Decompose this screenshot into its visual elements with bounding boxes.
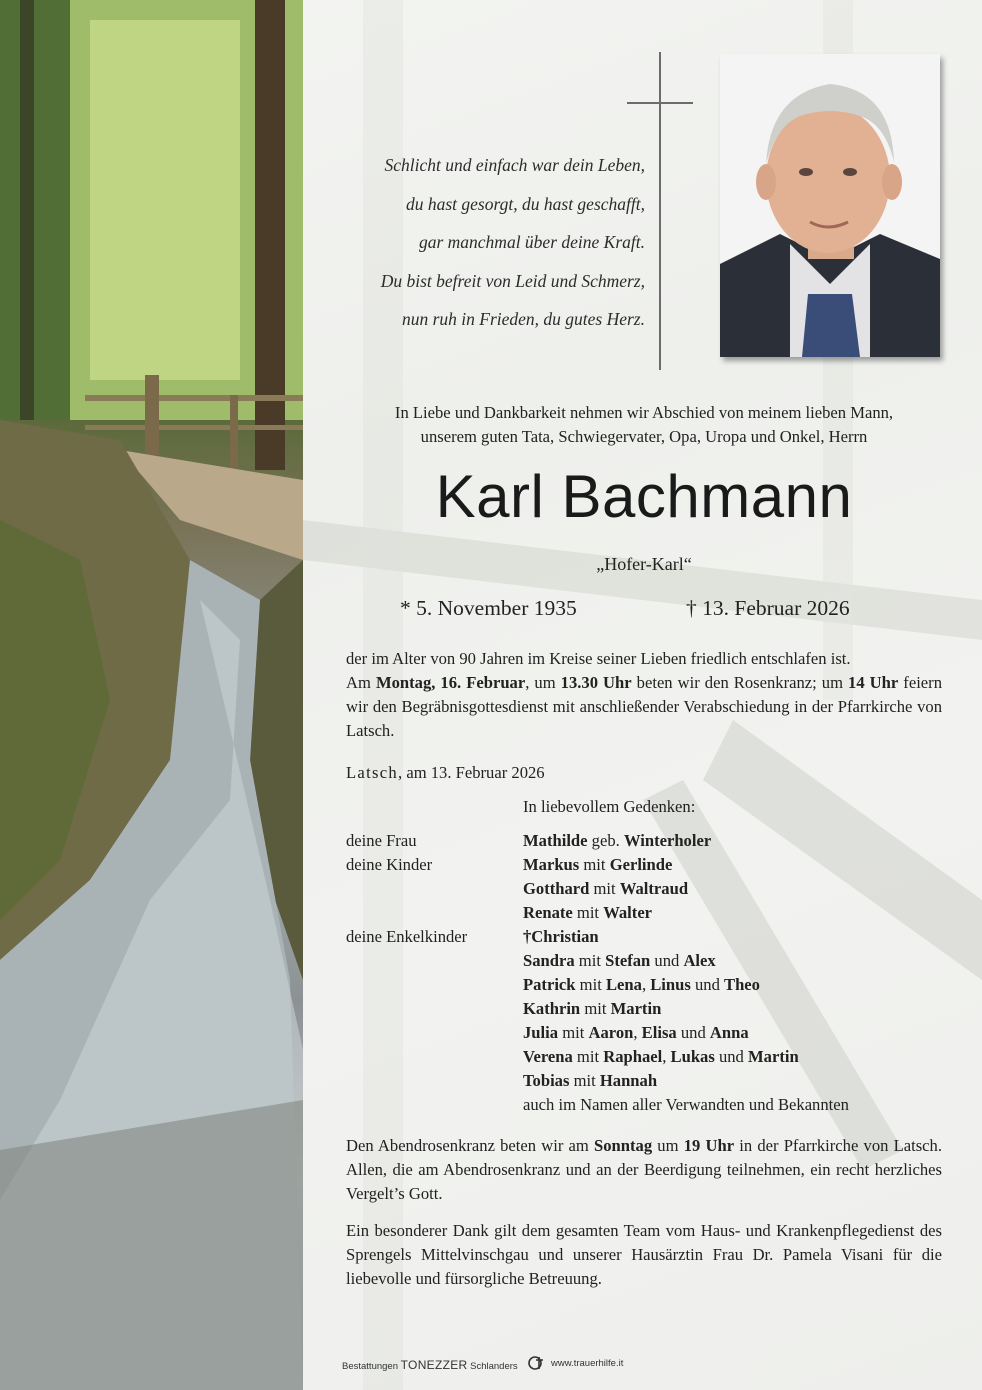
relation-label: deine Enkelkinder [346, 927, 468, 946]
name: Markus [523, 855, 580, 874]
name: Hannah [599, 1071, 658, 1090]
mourners-closing: auch im Namen aller Verwandten und Bekannten [523, 1095, 849, 1114]
text: und [690, 975, 725, 994]
name: Lukas [670, 1047, 715, 1066]
text: , [641, 975, 651, 994]
mourner-names [523, 1045, 799, 1069]
mourner-names [523, 1021, 749, 1045]
poem-line: nun ruh in Frieden, du gutes Herz. [401, 309, 645, 329]
text: in der Pfarrkirche von Latsch. Allen, die am Abendrosenkranz und an der Beerdigung teilnehmen, ein recht herzliches Vergelt’s Gott. [346, 1136, 942, 1203]
text: und [714, 1047, 748, 1066]
name: Tobias [523, 1071, 570, 1090]
announcement [346, 647, 942, 743]
text: mit [558, 1023, 589, 1042]
text: geb. [587, 831, 624, 850]
landscape-photo [0, 0, 303, 1390]
text: beten wir den Rosenkranz; um [631, 673, 849, 692]
text: mit [575, 975, 606, 994]
death-date: † 13. Februar 2026 [686, 596, 850, 620]
text: mit [589, 879, 620, 898]
mourner-names [523, 997, 661, 1021]
rosary-time: 19 Uhr [683, 1136, 735, 1155]
intro-line: In Liebe und Dankbarkeit nehmen wir Abschied von meinem lieben Mann, [394, 403, 894, 422]
text: und [650, 951, 684, 970]
name: Elisa [641, 1023, 677, 1042]
rosary-notice [346, 1134, 942, 1206]
name: Linus [650, 975, 691, 994]
mourner-names [523, 1069, 657, 1093]
name: Renate [523, 903, 573, 922]
thanks-text: Ein besonderer Dank gilt dem gesamten Team vom Haus- und Krankenpflegedienst des Sprengels Mittelvinschgau und unserer Hausärztin Frau Dr. Pamela Visani für die liebevolle und fürsorgliche Betreuung. [346, 1221, 942, 1288]
text: feiern wir den Begräbnisgottesdienst mit anschließender Verabschiedung in der Pfarrkirche von Latsch. [346, 673, 942, 740]
brand: TONEZZER [400, 1358, 468, 1372]
deceased-name: Karl Bachmann [435, 463, 853, 530]
deceased-nickname: „Hofer-Karl“ [596, 554, 692, 574]
relation-label: deine Kinder [346, 855, 433, 874]
birth-date: * 5. November 1935 [400, 596, 577, 620]
mourner-names [523, 925, 599, 949]
announcement-service [346, 671, 942, 743]
name: Winterholer [623, 831, 712, 850]
intro-text [346, 401, 942, 449]
name: Martin [748, 1047, 799, 1066]
text: , [633, 1023, 642, 1042]
name: Waltraud [619, 879, 689, 898]
name: Julia [523, 1023, 559, 1042]
text: mit [569, 1071, 600, 1090]
rosary-time: 13.30 Uhr [560, 673, 632, 692]
name: Raphael [603, 1047, 663, 1066]
name: Aaron [588, 1023, 634, 1042]
text: Schlanders [467, 1361, 518, 1372]
trauerhilfe-logo-icon [528, 1354, 546, 1372]
mourner-names [523, 901, 652, 925]
text: und [676, 1023, 710, 1042]
rosary-day: Sonntag [594, 1136, 653, 1155]
text: mit [572, 903, 604, 922]
text: Bestattungen [342, 1361, 401, 1372]
name: Anna [709, 1023, 749, 1042]
relation-label: deine Frau [346, 831, 417, 850]
name: Stefan [605, 951, 651, 970]
poem-line: gar manchmal über deine Kraft. [418, 232, 645, 252]
poem-line: du hast gesorgt, du hast geschafft, [405, 193, 645, 214]
name: Martin [610, 999, 662, 1018]
name: Sandra [523, 951, 575, 970]
name: Mathilde [523, 831, 588, 850]
portrait-photo [720, 54, 940, 357]
service-time: 14 Uhr [848, 673, 899, 692]
cross-horizontal [627, 102, 693, 104]
date: , am 13. Februar 2026 [398, 763, 545, 782]
place-date [346, 761, 746, 785]
poem-line: Du bist befreit von Leid und Schmerz, [380, 270, 645, 291]
funeral-home [342, 1358, 518, 1372]
thanks-notice [346, 1219, 942, 1291]
name: Alex [683, 951, 716, 970]
mourners-heading: In liebevollem Gedenken: [523, 797, 696, 816]
mourner-names [523, 949, 716, 973]
text: um [652, 1136, 684, 1155]
name: Gotthard [523, 879, 590, 898]
text: mit [574, 951, 606, 970]
poem [310, 146, 645, 339]
footer [303, 1352, 982, 1376]
mourner-names [523, 829, 711, 853]
text: mit [572, 1047, 604, 1066]
text: Den Abendrosenkranz beten wir am [346, 1136, 595, 1155]
rosary-day: Montag, 16. Februar [375, 673, 526, 692]
name: Verena [523, 1047, 573, 1066]
mourner-names [523, 877, 688, 901]
poem-line: Schlicht und einfach war dein Leben, [384, 155, 645, 175]
mourner-names [523, 853, 672, 877]
text: , um [525, 673, 561, 692]
text: mit [580, 999, 611, 1018]
name: Theo [724, 975, 760, 994]
announcement-line1: der im Alter von 90 Jahren im Kreise seiner Lieben friedlich entschlafen ist. [346, 649, 851, 668]
name: Kathrin [523, 999, 581, 1018]
rosary-text [346, 1134, 942, 1206]
place: Latsch [346, 763, 399, 782]
text: , [662, 1047, 671, 1066]
name: Walter [603, 903, 653, 922]
name: Patrick [523, 975, 576, 994]
name: Lena [605, 975, 642, 994]
name: Gerlinde [609, 855, 673, 874]
cross-vertical [659, 52, 661, 370]
text: mit [579, 855, 610, 874]
mourner-names [523, 973, 760, 997]
text: Am [346, 673, 376, 692]
website-link[interactable]: www.trauerhilfe.it [551, 1358, 624, 1369]
name: †Christian [523, 927, 599, 946]
intro-line: unserem guten Tata, Schwiegervater, Opa, Uropa und Onkel, Herrn [420, 427, 868, 446]
